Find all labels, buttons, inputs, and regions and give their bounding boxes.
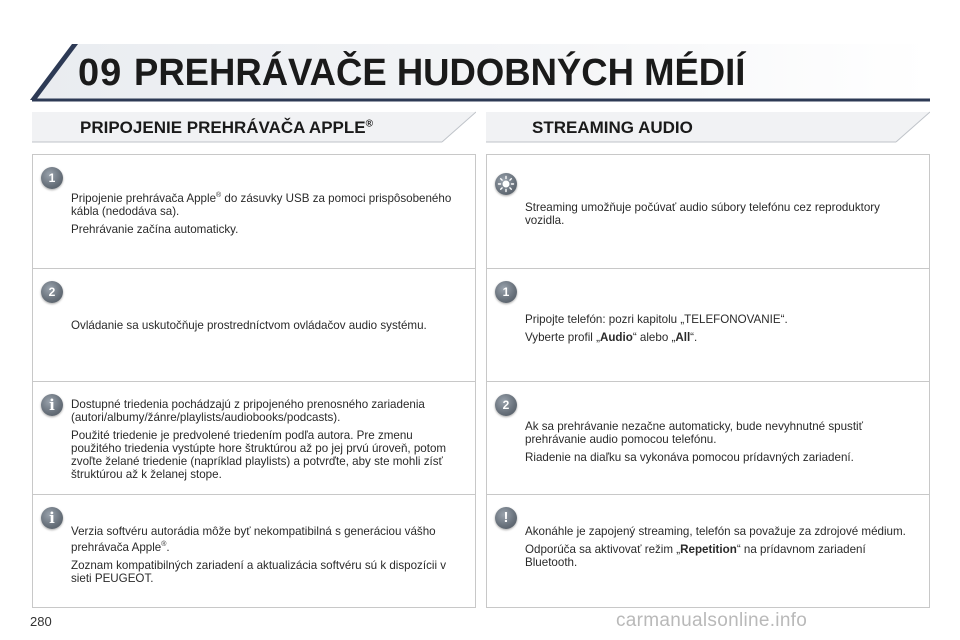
right-section-header: [486, 110, 930, 144]
left-box-1-text: Pripojenie prehrávača Apple® do zásuvky USB za pomoci prispôsobeného kábla (nedodáva sa). Prehrávanie začína automaticky.: [71, 191, 452, 236]
step-badge: 2: [495, 394, 517, 416]
left-box-1: [32, 154, 476, 268]
right-box-4: [486, 494, 930, 608]
right-box-2-text: Pripojte telefón: pozri kapitolu „TELEFONOVANIE“. Vyberte profil „Audio“ alebo „All“.: [525, 313, 788, 344]
left-box-3-text: Dostupné triedenia pochádzajú z pripojeného prenosného zariadenia (autori/albumy/žánre/playlists/audiobooks/podcasts). Použité triedenie je predvolené triedením podľa autora. Pre zmenu použitého triedenia vystúpte hore štruktúrou až po jej prvú úroveň, potom zvoľte želané triedenie (napríklad playlists) a potvrďte, aby ste mohli zísť štruktúrou až k želanej stope.: [71, 398, 447, 481]
right-box-1: [486, 154, 930, 268]
chapter-header: [30, 42, 930, 106]
registered-mark: ®: [365, 118, 373, 130]
left-box-4: [32, 494, 476, 608]
step-badge: 2: [41, 281, 63, 303]
page-number: 280: [30, 614, 52, 629]
step-badge: 1: [41, 167, 63, 189]
watermark: carmanualsonline.info: [616, 610, 808, 631]
right-box-4-text: Akonáhle je zapojený streaming, telefón sa považuje za zdrojové médium. Odporúča sa aktivovať režim „Repetition“ na prídavnom zariadení Bluetooth.: [525, 525, 906, 569]
right-box-2: [486, 268, 930, 381]
left-box-2: [32, 268, 476, 381]
right-section-title: STREAMING AUDIO: [532, 118, 693, 137]
step-badge: 1: [495, 281, 517, 303]
left-box-2-text: Ovládanie sa uskutočňuje prostredníctvom ovládačov audio systému.: [71, 319, 427, 332]
left-section-title: PRIPOJENIE PREHRÁVAČA APPLE®: [80, 118, 373, 137]
right-box-3-text: Ak sa prehrávanie nezačne automaticky, bude nevyhnutné spustiť prehrávanie audio pomocou telefónu. Riadenie na diaľku sa vykonáva pomocou prídavných zariadení.: [525, 420, 863, 464]
info-icon: i: [41, 507, 63, 529]
chapter-title: PREHRÁVAČE HUDOBNÝCH MÉDIÍ: [134, 52, 746, 94]
sun-icon: [495, 173, 517, 195]
left-section-header: [32, 110, 476, 144]
left-box-3: [32, 381, 476, 494]
chapter-number: 09: [78, 52, 123, 94]
right-box-1-text: Streaming umožňuje počúvať audio súbory telefónu cez reproduktory vozidla.: [525, 201, 880, 227]
info-icon: i: [41, 394, 63, 416]
right-box-3: [486, 381, 930, 494]
warning-icon: !: [495, 507, 517, 529]
left-box-4-text: Verzia softvéru autorádia môže byť nekompatibilná s generáciou vášho prehrávača Apple®. Zoznam kompatibilných zariadení a aktualizácia softvéru sú k dispozícii v sieti PEUGEOT.: [71, 525, 447, 585]
